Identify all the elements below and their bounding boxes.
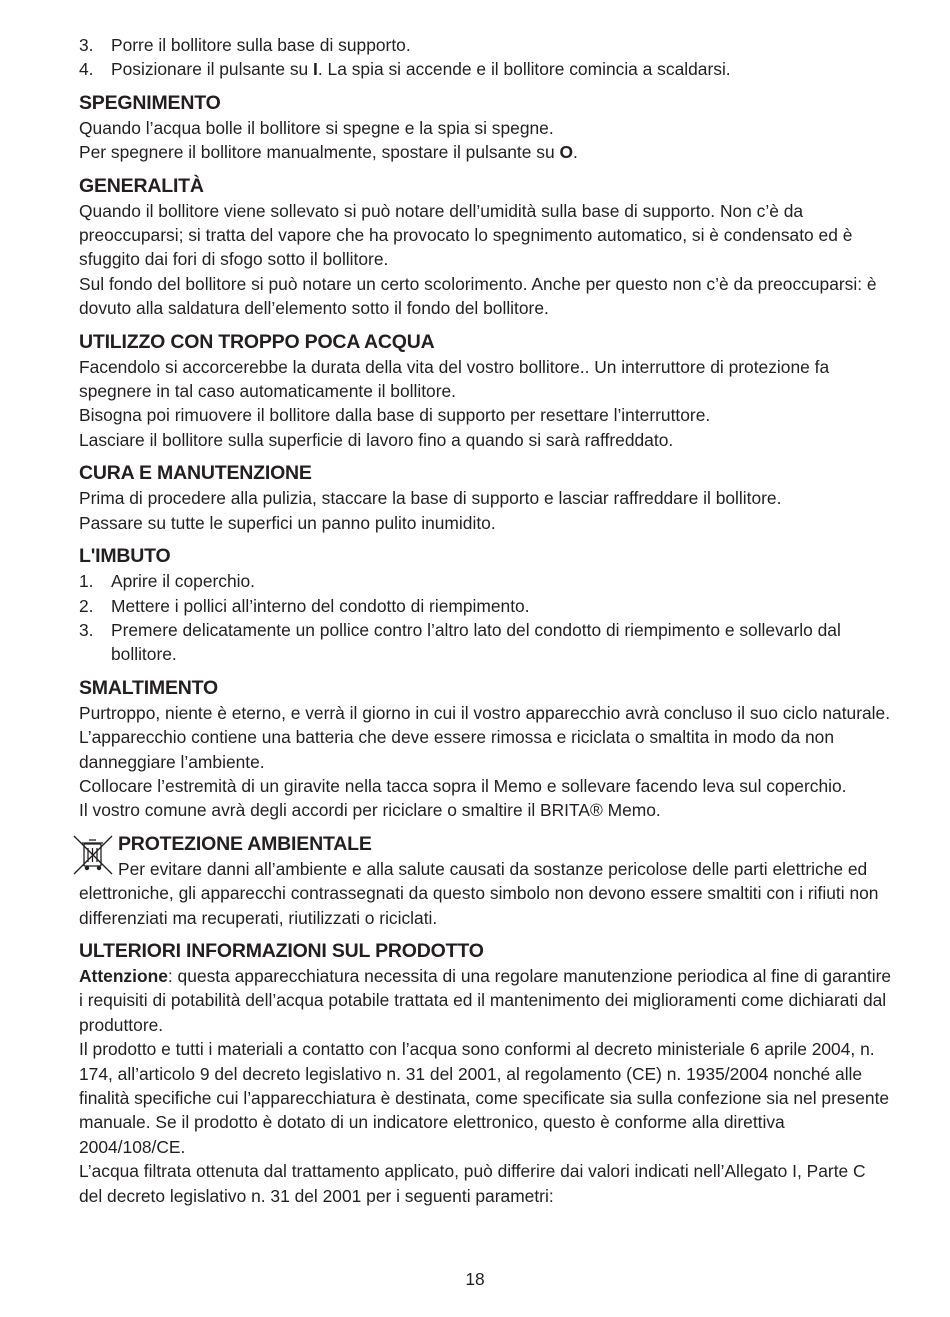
page-number: 18: [465, 1269, 485, 1289]
section-heading-imbuto: L'IMBUTO: [79, 545, 171, 568]
paragraph: [79, 964, 893, 1037]
paragraph: L’apparecchio contiene una batteria che deve essere rimossa e riciclata o smaltita in modo da non danneggiare l’ambiente.: [79, 727, 834, 772]
list-text: Porre il bollitore sulla base di supporto.: [111, 35, 411, 55]
list-number: 4.: [79, 59, 94, 80]
switch-position-off: O: [559, 142, 573, 163]
paragraph: Quando il bollitore viene sollevato si può notare dell’umidità sulla base di supporto. Non c’è da preoccuparsi; si tratta del vapore che ha provocato lo spegnimento automatico, si è condensato ed è sfuggito dai fori di sfogo sotto il bollitore.: [79, 200, 853, 270]
list-number: 3.: [79, 35, 94, 55]
protezione-section: [79, 831, 893, 930]
list-item: [79, 33, 893, 57]
section-heading-spegnimento: SPEGNIMENTO: [79, 91, 221, 114]
section-heading-poca-acqua: UTILIZZO CON TROPPO POCA ACQUA: [79, 330, 435, 353]
paragraph: Collocare l’estremità di un giravite nella tacca sopra il Memo e sollevare facendo leva sul coperchio.: [79, 775, 847, 796]
paragraph: Quando l’acqua bolle il bollitore si spegne e la spia si spegne.: [79, 117, 554, 138]
list-number: 3.: [79, 619, 94, 640]
paragraph: Lasciare il bollitore sulla superficie di lavoro fino a quando si sarà raffreddato.: [79, 429, 674, 450]
list-number: 1.: [79, 571, 94, 592]
paragraph: Sul fondo del bollitore si può notare un certo scolorimento. Anche per questo non c’è da preoccuparsi: è dovuto alla saldatura dell’elemento sotto il fondo del bollitore.: [79, 273, 877, 319]
document-page: [79, 33, 893, 1208]
paragraph-part: Per spegnere il bollitore manualmente, spostare il pulsante su: [79, 142, 560, 163]
paragraph: Per evitare danni all’ambiente e alla salute causati da sostanze pericolose delle parti elettriche ed elettroniche, gli apparecchi contrassegnati da questo simbolo non devono essere smaltiti con i rifiuti non differenziati ma recuperati, riutilizzati o riciclati.: [79, 858, 879, 928]
list-text: [111, 57, 893, 81]
list-text: Premere delicatamente un pollice contro l’altro lato del condotto di riempimento e sollevarlo dal bollitore.: [111, 619, 841, 665]
list-item: [79, 569, 893, 593]
section-heading-cura: CURA E MANUTENZIONE: [79, 462, 312, 485]
list-text-part: . La spia si accende e il bollitore comincia a scaldarsi.: [317, 59, 731, 80]
paragraph: Facendolo si accorcerebbe la durata della vita del vostro bollitore.. Un interruttore di protezione fa spegnere in tal caso automaticamente il bollitore.: [79, 356, 830, 402]
paragraph: Bisogna poi rimuovere il bollitore dalla base di supporto per resettare l’interruttore.: [79, 405, 711, 426]
paragraph: Passare su tutte le superfici un panno pulito inumidito.: [79, 512, 496, 533]
list-item: [79, 57, 893, 81]
list-text: Aprire il coperchio.: [111, 571, 256, 592]
section-heading-ulteriori: ULTERIORI INFORMAZIONI SUL PRODOTTO: [79, 939, 484, 962]
paragraph: Il vostro comune avrà degli accordi per riciclare o smaltire il BRITA® Memo.: [79, 800, 661, 821]
section-heading-generalita: GENERALITÀ: [79, 174, 204, 197]
paragraph: Purtroppo, niente è eterno, e verrà il giorno in cui il vostro apparecchio avrà concluso il suo ciclo naturale.: [79, 702, 891, 723]
paragraph: L’acqua filtrata ottenuta dal trattamento applicato, può differire dai valori indicati nell’Allegato I, Parte C del decreto legislativo n. 31 del 2001 per i seguenti parametri:: [79, 1161, 866, 1206]
list-text: Mettere i pollici all’interno del condotto di riempimento.: [111, 595, 530, 616]
switch-position-on: I: [313, 59, 318, 80]
section-heading-smaltimento: SMALTIMENTO: [79, 676, 218, 699]
list-text-part: Posizionare il pulsante su: [111, 59, 314, 80]
paragraph: Prima di procedere alla pulizia, staccare la base di supporto e lasciar raffreddare il bollitore.: [79, 488, 782, 509]
list-item: [79, 618, 893, 667]
list-item: [79, 594, 893, 618]
paragraph-part: : questa apparecchiatura necessita di una regolare manutenzione periodica al fine di garantire i requisiti di potabilità dell’acqua potabile trattata ed il mantenimento dei miglioramenti come dichiarati dal produttore.: [79, 965, 892, 1035]
paragraph-part: .: [572, 142, 578, 163]
list-number: 2.: [79, 595, 94, 616]
section-heading-protezione: PROTEZIONE AMBIENTALE: [118, 832, 372, 855]
attention-label: Attenzione: [79, 965, 168, 986]
crossed-out-wheelie-bin-icon: [71, 833, 115, 877]
paragraph: Il prodotto e tutti i materiali a contatto con l’acqua sono conformi al decreto ministeriale 6 aprile 2004, n. 174, all’articolo 9 del decreto legislativo n. 31 del 2001, al regolamento (CE) n. 1935/2004 nonché alle finalità specifiche cui l’apparecchiatura è destinata, come specificate sia sulla confezione sia nel presente manuale. Se il prodotto è dotato di un indicatore elettronico, questo è conforme alla direttiva 2004/108/CE.: [79, 1039, 890, 1157]
paragraph: [79, 140, 893, 164]
